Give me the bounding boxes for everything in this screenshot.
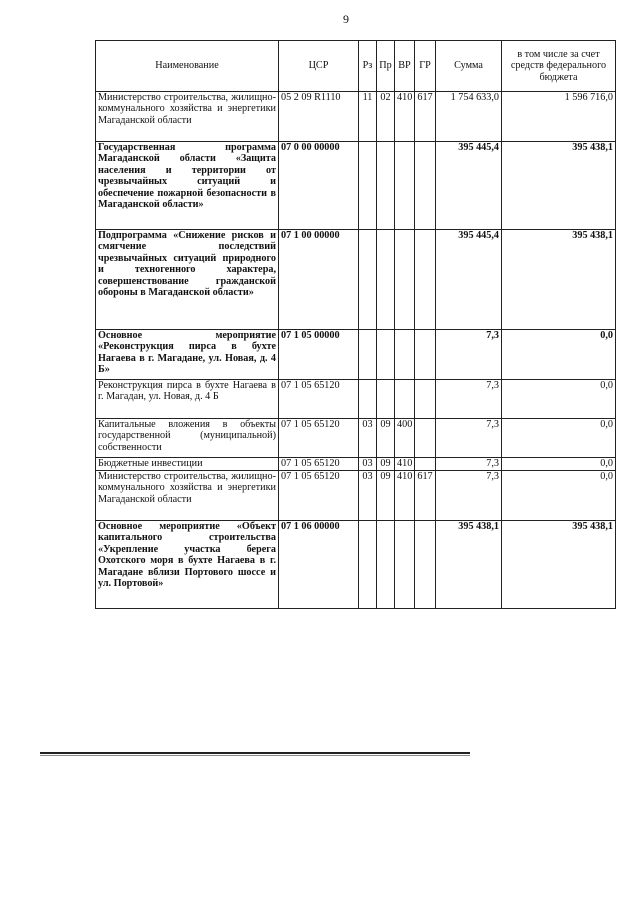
header-vr: ВР	[395, 41, 415, 92]
row-pr: 02	[377, 92, 395, 142]
row-vr	[395, 230, 415, 330]
row-sum: 7,3	[436, 330, 502, 380]
row-gr	[415, 380, 436, 419]
header-csr: ЦСР	[279, 41, 359, 92]
row-vr	[395, 380, 415, 419]
table-row	[96, 142, 616, 230]
table-row	[96, 380, 616, 419]
footnote-divider	[40, 752, 470, 754]
row-rz	[359, 142, 377, 230]
row-rz	[359, 521, 377, 609]
row-rz: 11	[359, 92, 377, 142]
row-vr: 410	[395, 92, 415, 142]
row-gr	[415, 330, 436, 380]
row-vr: 400	[395, 419, 415, 458]
row-federal: 0,0	[502, 419, 616, 458]
budget-table	[95, 40, 616, 609]
row-sum: 1 754 633,0	[436, 92, 502, 142]
row-csr: 07 1 05 65120	[279, 380, 359, 419]
table-row	[96, 230, 616, 330]
row-sum: 7,3	[436, 380, 502, 419]
row-rz: 03	[359, 419, 377, 458]
row-pr	[377, 230, 395, 330]
row-rz	[359, 230, 377, 330]
row-name: Бюджетные инвестиции	[96, 458, 279, 471]
row-gr	[415, 230, 436, 330]
row-pr: 09	[377, 458, 395, 471]
row-federal: 0,0	[502, 458, 616, 471]
row-vr	[395, 521, 415, 609]
table-row	[96, 471, 616, 521]
row-csr: 07 1 05 65120	[279, 458, 359, 471]
row-csr: 07 0 00 00000	[279, 142, 359, 230]
page-number: 9	[343, 12, 349, 26]
table-row	[96, 458, 616, 471]
row-sum: 395 445,4	[436, 230, 502, 330]
row-name: Капитальные вложения в объекты государственной (муниципальной) собственности	[96, 419, 279, 458]
row-pr	[377, 142, 395, 230]
row-gr	[415, 419, 436, 458]
table-row	[96, 521, 616, 609]
row-csr: 07 1 05 00000	[279, 330, 359, 380]
row-csr: 07 1 00 00000	[279, 230, 359, 330]
row-federal: 1 596 716,0	[502, 92, 616, 142]
row-federal: 395 438,1	[502, 142, 616, 230]
row-vr: 410	[395, 458, 415, 471]
row-pr: 09	[377, 471, 395, 521]
row-sum: 7,3	[436, 471, 502, 521]
row-federal: 0,0	[502, 380, 616, 419]
row-pr	[377, 330, 395, 380]
header-rz: Рз	[359, 41, 377, 92]
row-vr	[395, 330, 415, 380]
row-pr	[377, 521, 395, 609]
row-rz	[359, 330, 377, 380]
row-csr: 07 1 05 65120	[279, 419, 359, 458]
row-gr	[415, 521, 436, 609]
row-name: Основное мероприятие «Реконструкция пирса в бухте Нагаева в г. Магадане, ул. Новая, д. 4 Б»	[96, 330, 279, 380]
row-name: Реконструкция пирса в бухте Нагаева в г. Магадан, ул. Новая, д. 4 Б	[96, 380, 279, 419]
row-sum: 395 445,4	[436, 142, 502, 230]
row-federal: 0,0	[502, 330, 616, 380]
footnote-divider-thin	[40, 755, 470, 756]
row-csr: 07 1 06 00000	[279, 521, 359, 609]
row-vr	[395, 142, 415, 230]
row-name: Министерство строительства, жилищно-коммунального хозяйства и энергетики Магаданской области	[96, 471, 279, 521]
row-federal: 0,0	[502, 471, 616, 521]
table-row	[96, 92, 616, 142]
row-rz: 03	[359, 471, 377, 521]
row-sum: 7,3	[436, 419, 502, 458]
row-pr	[377, 380, 395, 419]
header-gr: ГР	[415, 41, 436, 92]
table-header-row	[96, 41, 616, 92]
table-row	[96, 330, 616, 380]
header-name: Наименование	[96, 41, 279, 92]
row-csr: 07 1 05 65120	[279, 471, 359, 521]
row-federal: 395 438,1	[502, 230, 616, 330]
row-vr: 410	[395, 471, 415, 521]
row-rz	[359, 380, 377, 419]
header-federal: в том числе за счет средств федерального бюджета	[502, 41, 616, 92]
row-gr	[415, 458, 436, 471]
header-sum: Сумма	[436, 41, 502, 92]
table-body	[96, 92, 616, 609]
row-gr	[415, 142, 436, 230]
row-sum: 7,3	[436, 458, 502, 471]
row-name: Подпрограмма «Снижение рисков и смягчение последствий чрезвычайных ситуаций природного и техногенного характера, совершенствование гражданской обороны в Магаданской области»	[96, 230, 279, 330]
row-name: Государственная программа Магаданской области «Защита населения и территории от чрезвычайных ситуаций и обеспечение пожарной безопасности в Магаданской области»	[96, 142, 279, 230]
row-gr: 617	[415, 92, 436, 142]
row-sum: 395 438,1	[436, 521, 502, 609]
row-name: Министерство строительства, жилищно-коммунального хозяйства и энергетики Магаданской области	[96, 92, 279, 142]
row-csr: 05 2 09 R1110	[279, 92, 359, 142]
row-name: Основное мероприятие «Объект капитального строительства «Укрепление участка берега Охотского моря в бухте Нагаева в г. Магадане вблизи Портового шоссе и ул. Портовой»	[96, 521, 279, 609]
table-row	[96, 419, 616, 458]
row-federal: 395 438,1	[502, 521, 616, 609]
header-pr: Пр	[377, 41, 395, 92]
row-rz: 03	[359, 458, 377, 471]
row-gr: 617	[415, 471, 436, 521]
row-pr: 09	[377, 419, 395, 458]
